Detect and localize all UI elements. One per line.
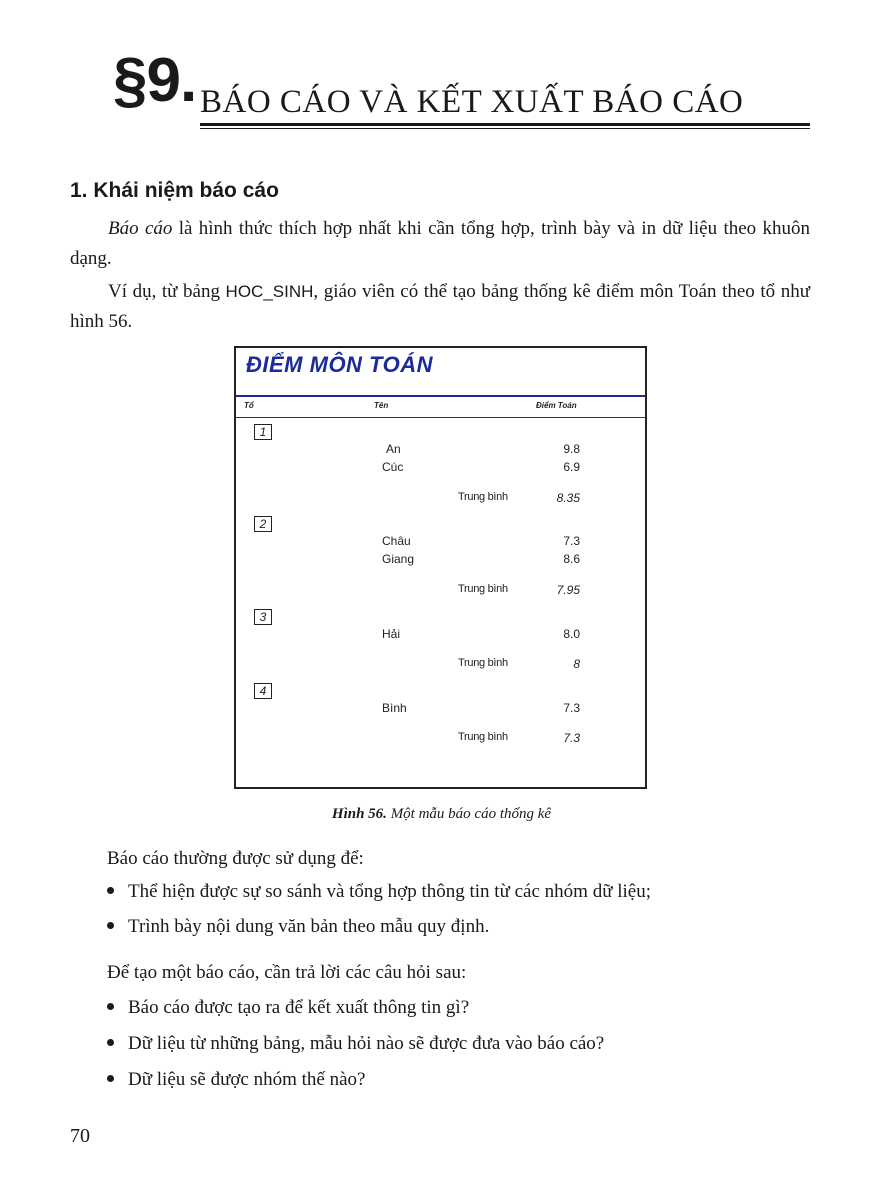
bullet-dot-icon: [107, 1075, 114, 1082]
bullet-dot-icon: [107, 1039, 114, 1046]
average-label: Trung bình: [458, 491, 508, 503]
list-item-text: Trình bày nội dung văn bản theo mẫu quy định.: [128, 916, 490, 937]
student-score: 6.9: [563, 460, 580, 474]
list-item: [107, 915, 489, 939]
paragraph-example-rest: , giáo viên có thể tạo bảng thống kê điểm môn Toán theo tổ như hình 56.: [70, 281, 810, 332]
student-score: 8.0: [563, 627, 580, 641]
list-item-text: Dữ liệu sẽ được nhóm thế nào?: [128, 1069, 366, 1090]
term-bao-cao: Báo cáo: [108, 218, 173, 239]
average-value: 8.35: [556, 491, 580, 505]
list-item: [107, 1068, 365, 1092]
report-title: ĐIỂM MÔN TOÁN: [246, 352, 433, 377]
student-score: 7.3: [563, 534, 580, 548]
student-name: An: [386, 442, 401, 456]
list-item-text: Báo cáo được tạo ra để kết xuất thông tin gì?: [128, 997, 470, 1018]
student-name: Cúc: [382, 460, 404, 474]
list-item: [107, 996, 469, 1020]
paragraph-definition-text: là hình thức thích hợp nhất khi cần tổng hợp, trình bày và in dữ liệu theo khuôn dạng.: [70, 218, 810, 269]
list-item: [107, 1032, 604, 1056]
title-rule-thin: [200, 128, 810, 129]
usage-intro: Báo cáo thường được sử dụng để:: [107, 848, 364, 869]
group-box: 3: [254, 609, 272, 625]
average-value: 7.3: [563, 731, 580, 745]
student-name: Giang: [382, 552, 415, 566]
bullet-dot-icon: [107, 887, 114, 894]
subsection-heading: 1. Khái niệm báo cáo: [70, 179, 279, 202]
average-label: Trung bình: [458, 731, 508, 743]
average-value: 8: [573, 657, 580, 671]
figure-caption: [0, 806, 883, 823]
list-item-text: Thể hiện được sự so sánh và tổng hợp thông tin từ các nhóm dữ liệu;: [128, 881, 652, 902]
student-score: 7.3: [563, 701, 580, 715]
caption-label: Hình 56.: [331, 806, 387, 822]
section-number: §9.: [113, 46, 197, 115]
average-label: Trung bình: [458, 657, 508, 669]
report-column-rule: [236, 417, 645, 418]
paragraph-example: [70, 277, 810, 337]
title-rule-thick: [200, 123, 810, 126]
report-col-name: Tên: [374, 401, 389, 410]
section-title: BÁO CÁO VÀ KẾT XUẤT BÁO CÁO: [200, 84, 744, 120]
student-name: Bình: [382, 701, 407, 715]
group-box: 2: [254, 516, 272, 532]
table-name: HOC_SINH: [225, 282, 314, 301]
student-name: Hải: [382, 627, 401, 641]
paragraph-example-start: Ví dụ, từ bảng: [108, 281, 226, 302]
paragraph-definition: [70, 214, 810, 274]
student-score: 8.6: [563, 552, 580, 566]
report-col-score: Điểm Toán: [536, 401, 577, 410]
page-number: 70: [70, 1125, 90, 1147]
report-header-rule: [236, 395, 645, 397]
average-label: Trung bình: [458, 583, 508, 595]
average-value: 7.95: [556, 583, 580, 597]
student-name: Châu: [382, 534, 411, 548]
report-col-group: Tổ: [244, 401, 254, 410]
questions-intro: Để tạo một báo cáo, cần trả lời các câu hỏi sau:: [107, 962, 467, 983]
bullet-dot-icon: [107, 1003, 114, 1010]
group-box: 1: [254, 424, 272, 440]
report-figure: [234, 346, 647, 789]
group-box: 4: [254, 683, 272, 699]
list-item-text: Dữ liệu từ những bảng, mẫu hỏi nào sẽ được đưa vào báo cáo?: [128, 1033, 605, 1054]
list-item: [107, 880, 651, 904]
bullet-dot-icon: [107, 922, 114, 929]
student-score: 9.8: [563, 442, 580, 456]
caption-text: Một mẫu báo cáo thống kê: [386, 806, 552, 822]
